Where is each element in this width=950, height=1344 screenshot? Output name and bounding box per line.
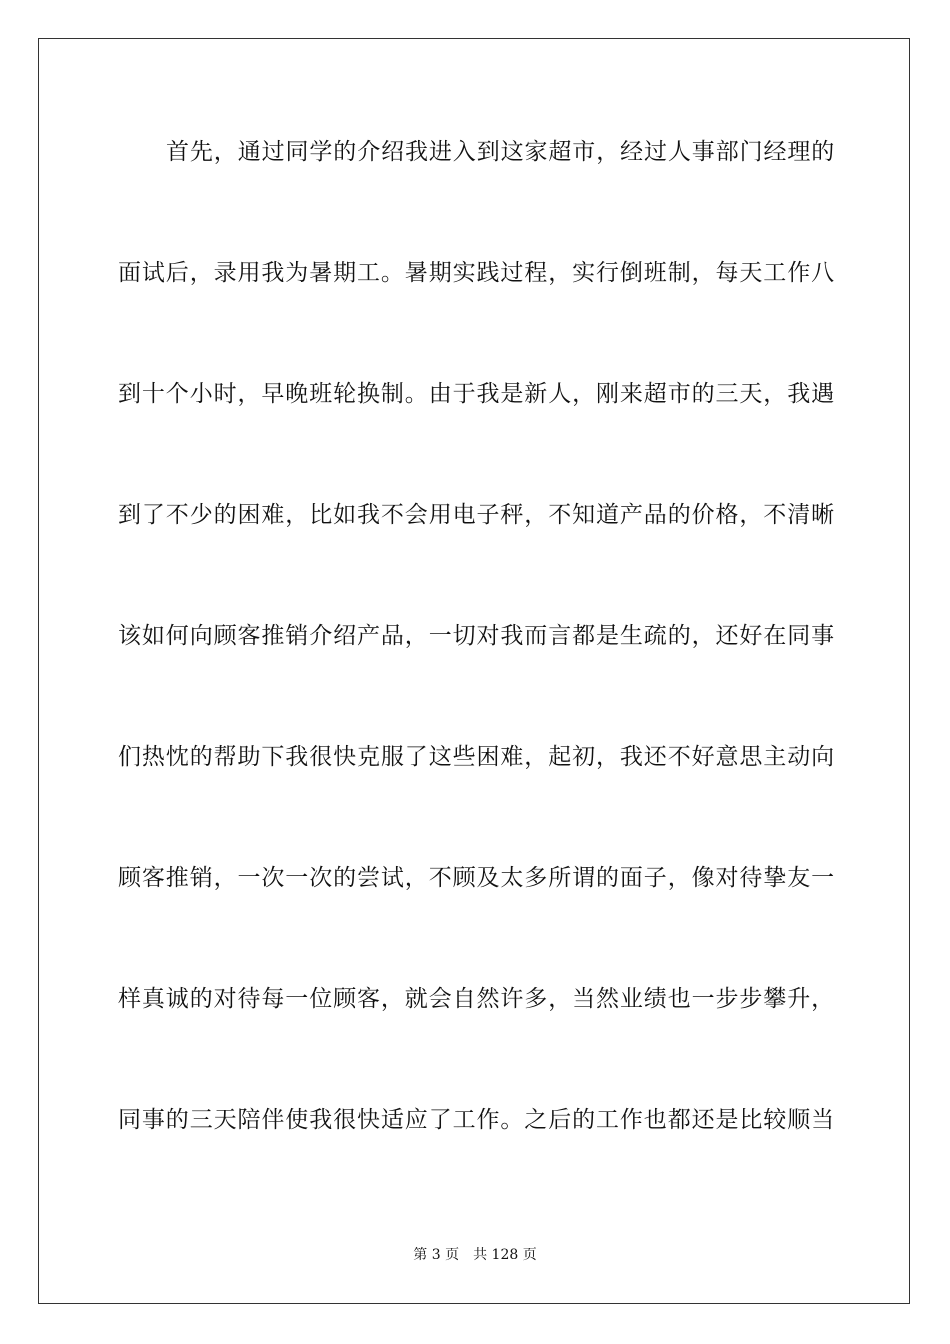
- paragraph-line: 们热忱的帮助下我很快克服了这些困难，起初，我还不好意思主动向: [118, 744, 835, 770]
- paragraph-line: 到了不少的困难，比如我不会用电子秤，不知道产品的价格，不清晰: [118, 502, 835, 528]
- paragraph-line: 该如何向顾客推销介绍产品，一切对我而言都是生疏的，还好在同事: [118, 623, 835, 649]
- paragraph-line: 顾客推销，一次一次的尝试，不顾及太多所谓的面子，像对待挚友一: [118, 865, 835, 891]
- page-total: 共 128 页: [473, 1247, 537, 1263]
- page-number: 第 3 页: [413, 1247, 460, 1263]
- paragraph-line: 到十个小时，早晚班轮换制。由于我是新人，刚来超市的三天，我遇: [118, 381, 835, 407]
- paragraph-line: 样真诚的对待每一位顾客，就会自然许多，当然业绩也一步步攀升，: [118, 986, 835, 1012]
- page-footer: [0, 1246, 950, 1264]
- paragraph-line: 面试后，录用我为暑期工。暑期实践过程，实行倒班制，每天工作八: [118, 260, 835, 286]
- paragraph-line: 同事的三天陪伴使我很快适应了工作。之后的工作也都还是比较顺当: [118, 1107, 835, 1133]
- paragraph-line: 首先，通过同学的介绍我进入到这家超市，经过人事部门经理的: [166, 139, 836, 165]
